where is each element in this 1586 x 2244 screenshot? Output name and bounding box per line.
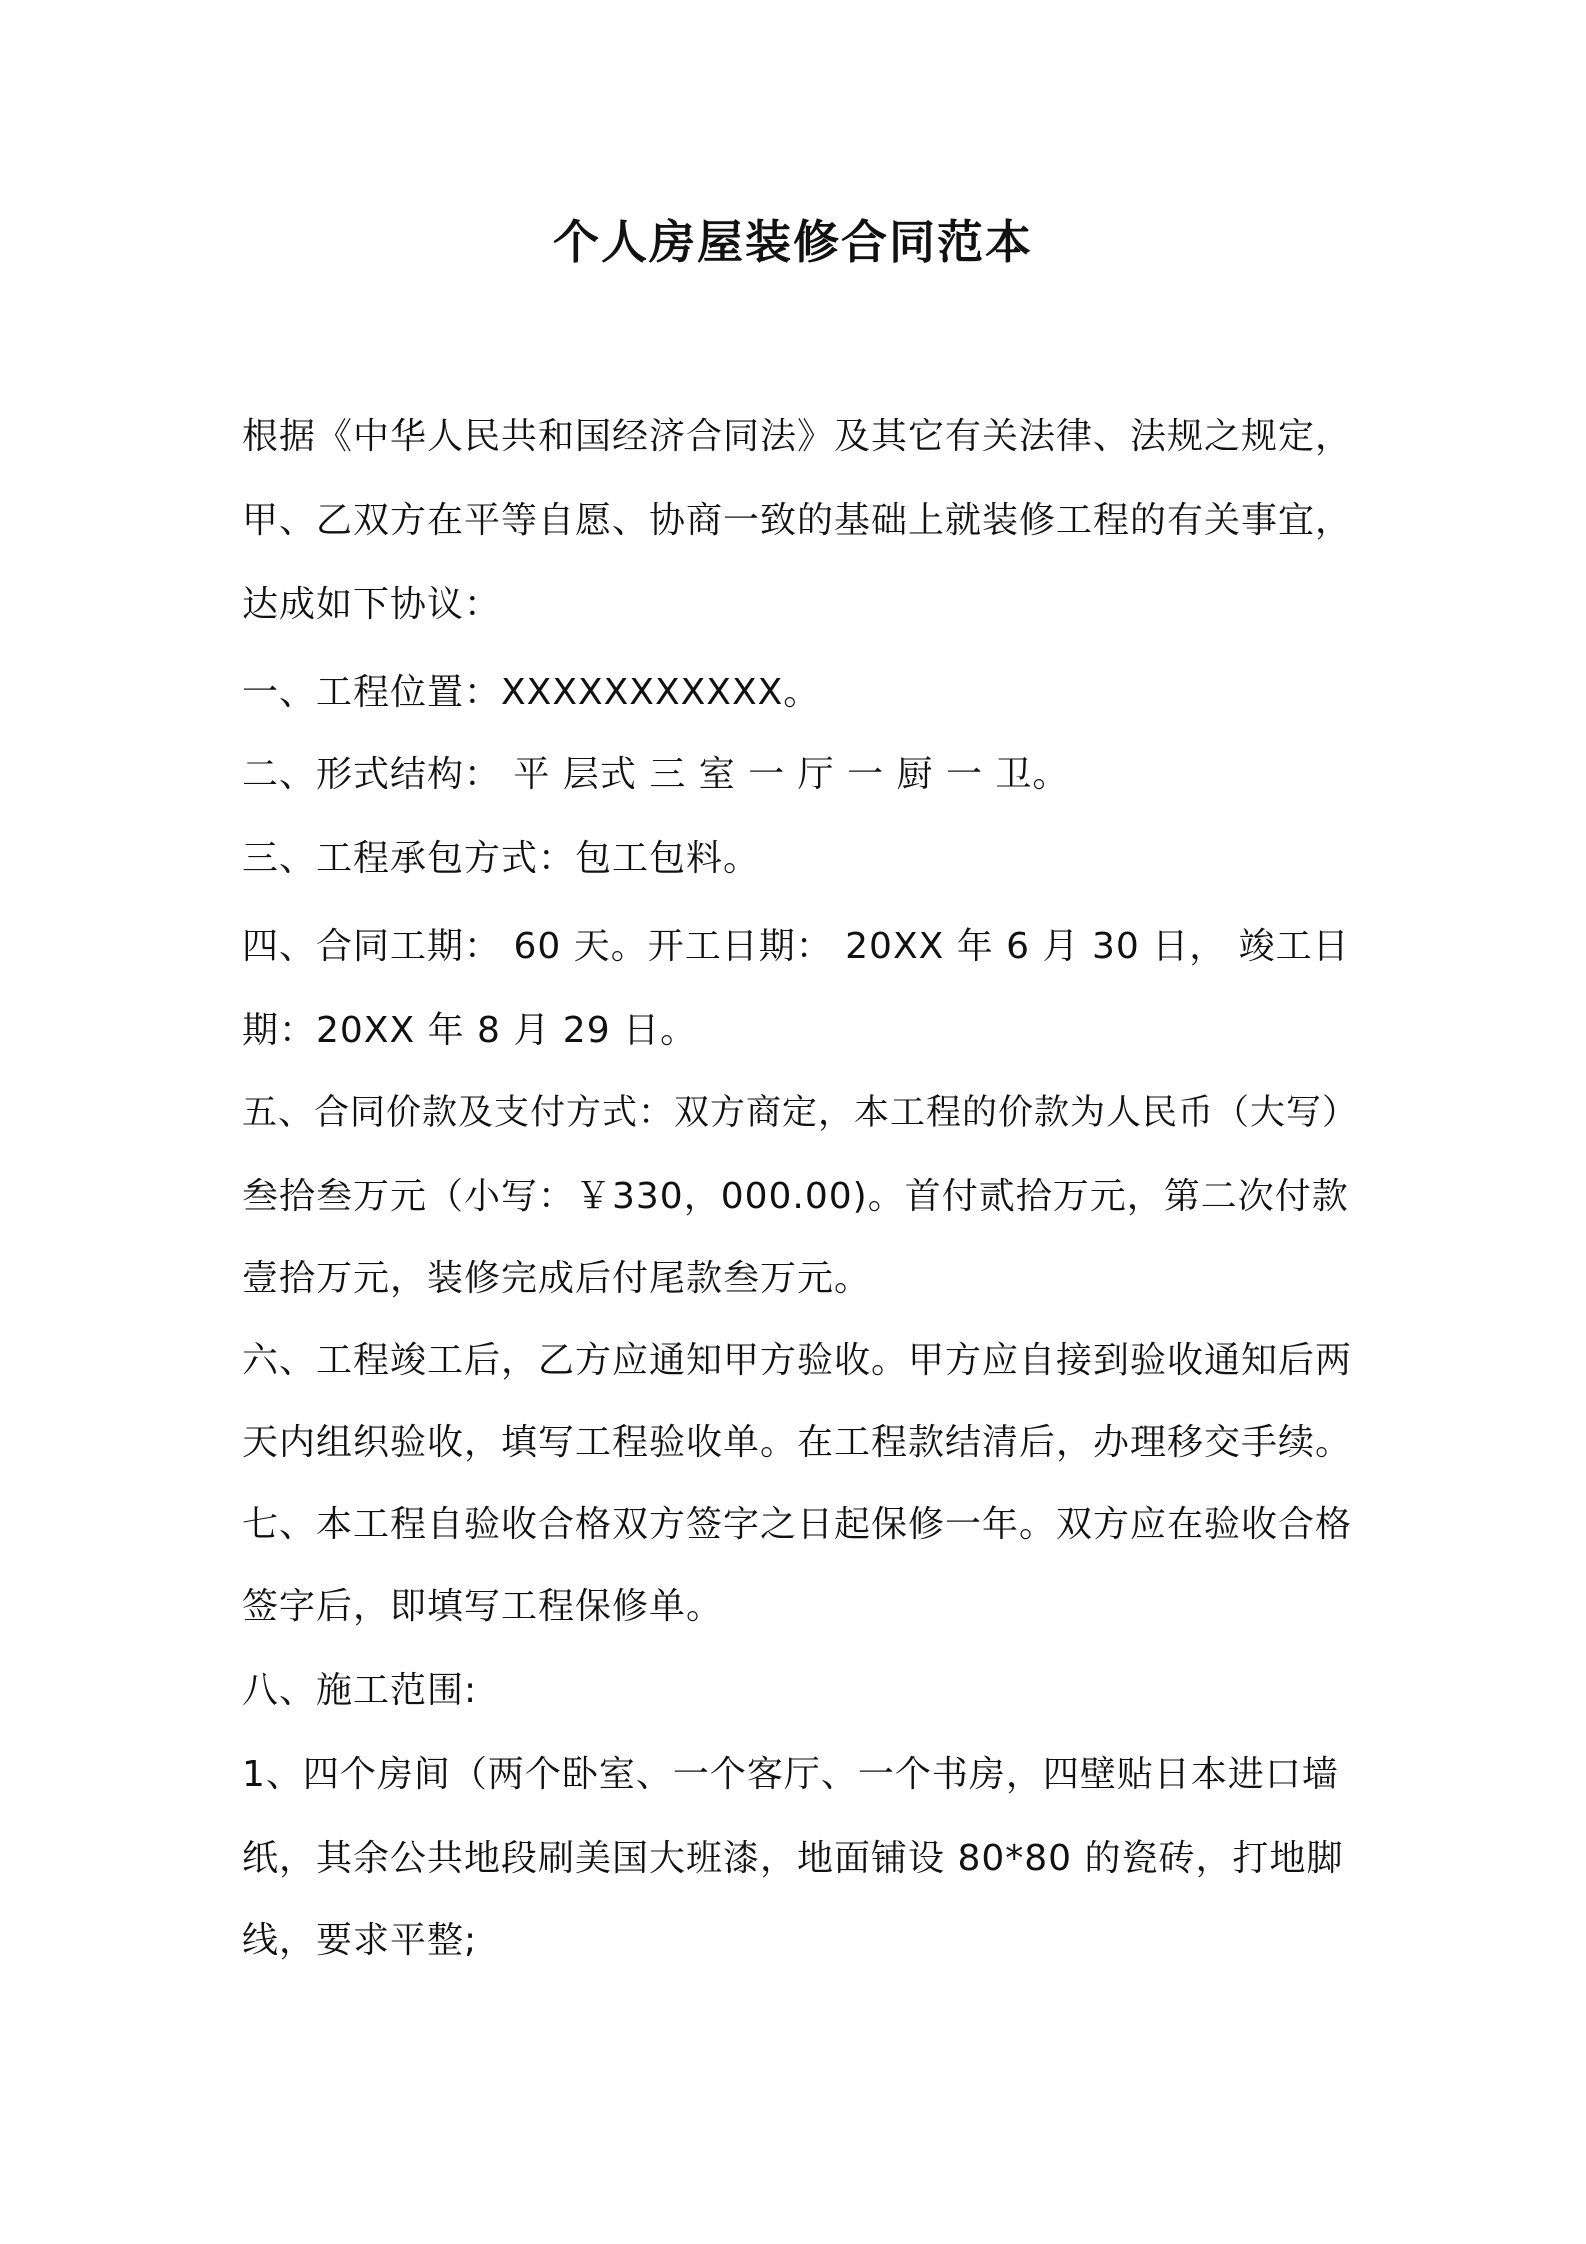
clause-4-period-line-1: 四、合同工期： 60 天。开工日期： 20XX 年 6 月 30 日， 竣工日 [242,926,1350,967]
scope-item-1-line-3: 线，要求平整; [242,1920,478,1961]
clause-6-acceptance-line-2: 天内组织验收，填写工程验收单。在工程款结清后，办理移交手续。 [242,1422,1353,1463]
clause-5-payment-line-1: 五、合同价款及支付方式：双方商定，本工程的价款为人民币（大写） [242,1093,1359,1133]
clause-4-period-line-2: 期：20XX 年 8 月 29 日。 [242,1010,698,1051]
scope-item-1-line-1: 1、四个房间（两个卧室、一个客厅、一个书房，四壁贴日本进口墙 [242,1754,1339,1795]
intro-line-1: 根据《中华人民共和国经济合同法》及其它有关法律、法规之规定， [242,416,1353,457]
intro-line-2: 甲、乙双方在平等自愿、协商一致的基础上就装修工程的有关事宜， [242,500,1353,541]
clause-6-acceptance-line-1: 六、工程竣工后，乙方应通知甲方验收。甲方应自接到验收通知后两 [242,1340,1353,1381]
clause-5-payment-line-2: 叁拾叁万元（小写：￥330，000.00)。首付贰拾万元，第二次付款 [242,1176,1349,1217]
clause-2-structure: 二、形式结构： 平 层式 三 室 一 厅 一 厨 一 卫。 [242,754,1070,795]
clause-7-warranty-line-1: 七、本工程自验收合格双方签字之日起保修一年。双方应在验收合格 [242,1504,1353,1545]
clause-1-location: 一、工程位置：XXXXXXXXXXX。 [242,672,821,713]
clause-7-warranty-line-2: 签字后，即填写工程保修单。 [242,1586,724,1627]
clause-3-contract-method: 三、工程承包方式：包工包料。 [242,838,761,879]
document-title: 个人房屋装修合同范本 [553,215,1033,269]
clause-8-scope-heading: 八、施工范围: [242,1670,478,1711]
clause-5-payment-line-3: 壹拾万元，装修完成后付尾款叁万元。 [242,1258,872,1299]
intro-line-3: 达成如下协议： [242,584,502,625]
scope-item-1-line-2: 纸，其余公共地段刷美国大班漆，地面铺设 80*80 的瓷砖，打地脚 [242,1838,1344,1879]
